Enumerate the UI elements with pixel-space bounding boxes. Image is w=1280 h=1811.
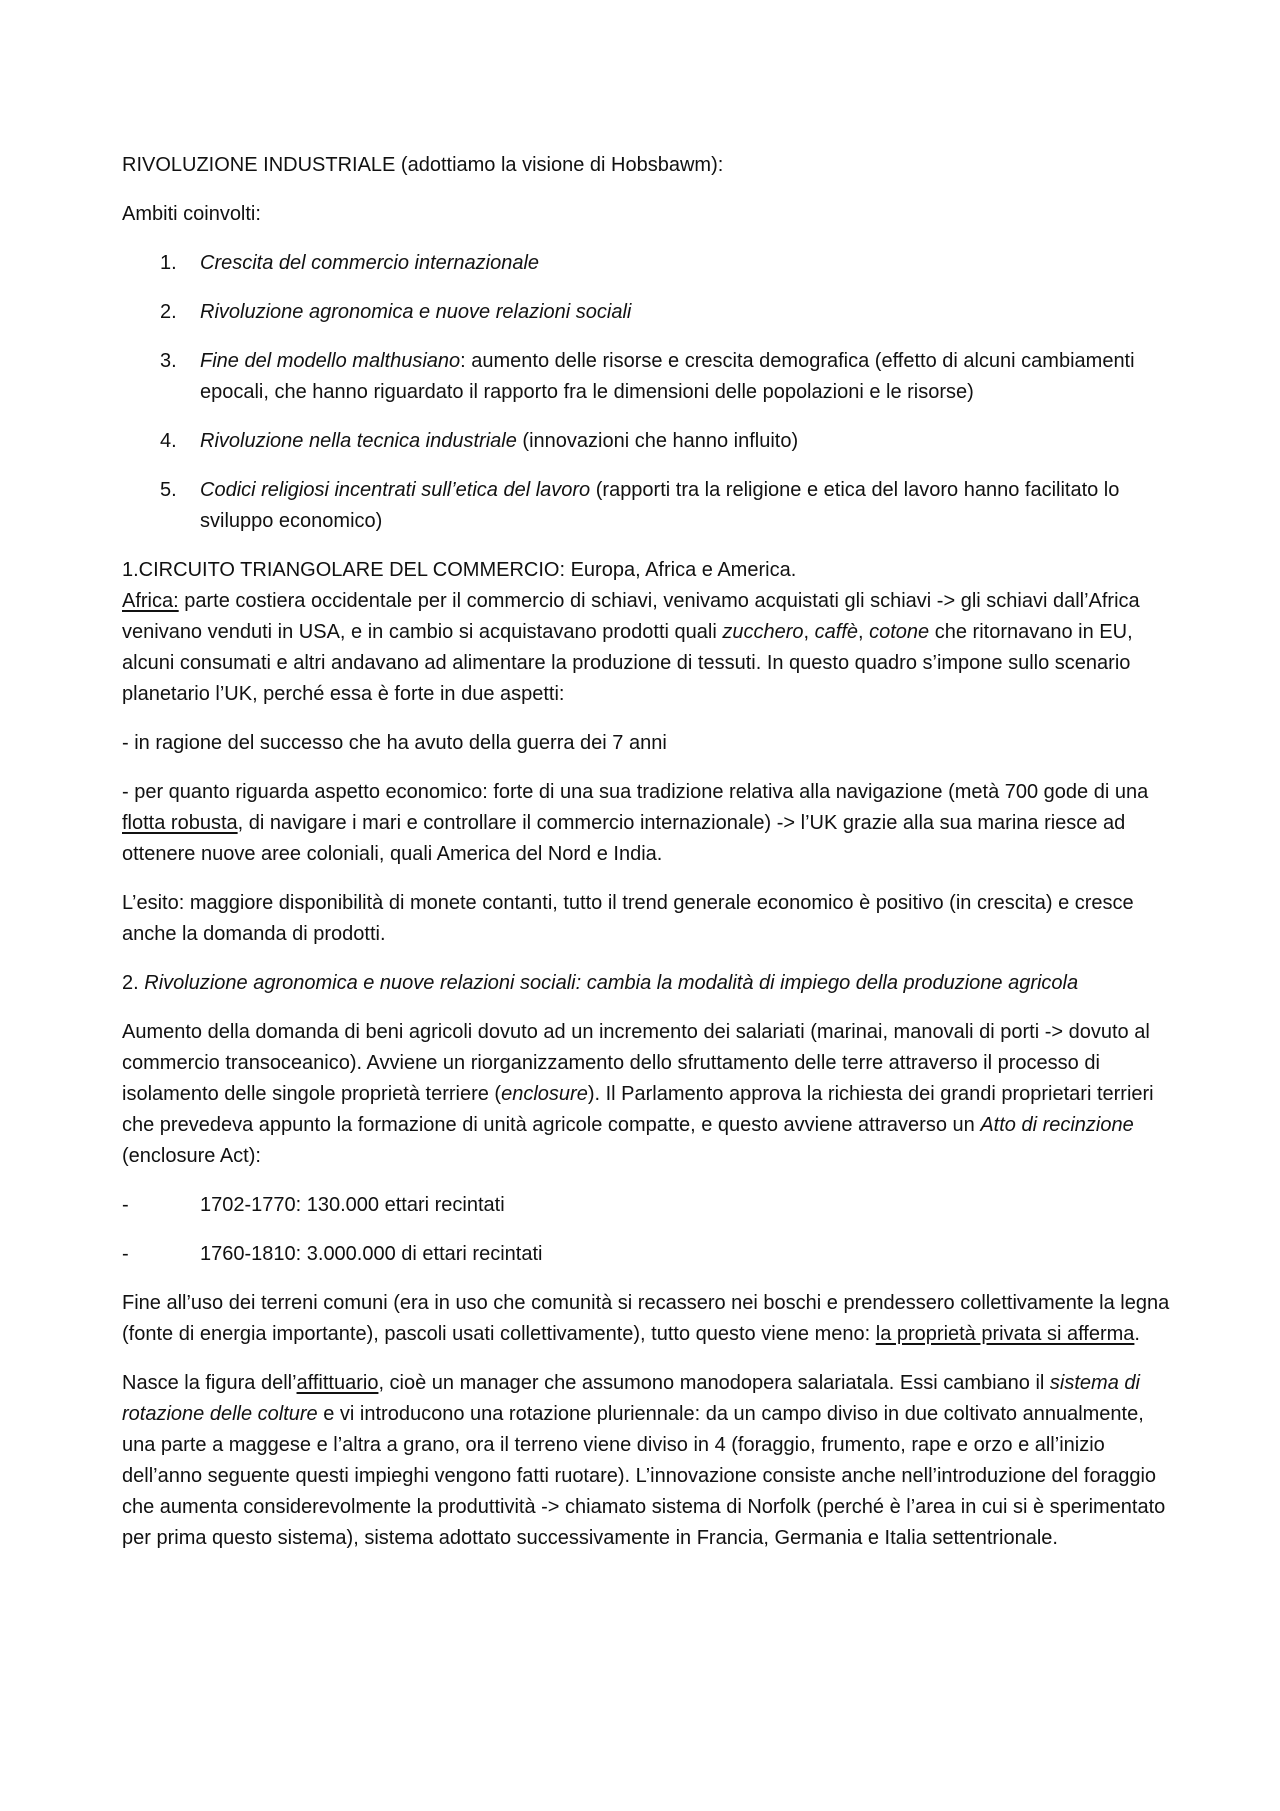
dash-bullet: - — [122, 1243, 129, 1265]
document-page — [122, 150, 1172, 1572]
areas-list — [122, 248, 1172, 537]
stat-line — [122, 1190, 1172, 1221]
point-war: - in ragione del successo che ha avuto della guerra dei 7 anni — [122, 732, 667, 754]
paragraph-text: che ritornavano in EU, alcuni consumati e altri andavano ad alimentare la produzione di tessuti. In questo quadro s’impone sullo scenario planetario l’UK, perché essa è forte in due aspetti: — [122, 621, 1133, 705]
paragraph-text: , cioè un manager che assumono manodopera salariatala. Essi cambiano il — [378, 1372, 1050, 1394]
paragraph-text: e vi introducono una rotazione pluriennale: da un campo diviso in due coltivato annualmente, una parte a maggese e l’altra a grano, ora il terreno viene diviso in 4 (foraggio, frumento, rape e orzo e all’inizio dell’anno seguente questi impieghi vengono fatti ruotare). L’innovazione consiste anche nell’introduzione del foraggio che aumenta considerevolmente la produttività -> chiamato sistema di Norfolk (perché è l’area in cui si è sperimentato per prima questo sistema), sistema adottato successivamente in Francia, Germania e Italia settentrionale. — [122, 1403, 1166, 1549]
list-item-title: Crescita del commercio internazionale — [200, 252, 540, 274]
proprieta-privata: la proprietà privata si afferma — [875, 1323, 1135, 1345]
africa-label: Africa: — [122, 590, 179, 612]
term-atto-di-recinzione: Atto di recinzione — [980, 1114, 1134, 1136]
list-number: 5. — [160, 479, 177, 501]
paragraph-text: ). Il Parlamento approva la richiesta dei grandi proprietari terrieri che prevedeva appunto la formazione di unità agricole compatte, e questo avviene attraverso un — [122, 1083, 1154, 1136]
section2-paragraph-1 — [122, 1017, 1172, 1172]
esito-paragraph: L’esito: maggiore disponibilità di monete contanti, tutto il trend generale economico è positivo (in crescita) e cresce anche la domanda di prodotti. — [122, 892, 1134, 945]
section2-paragraph-2 — [122, 1288, 1172, 1350]
term-enclosure: enclosure — [501, 1083, 588, 1105]
paragraph-text: Fine all’uso dei terreni comuni (era in uso che comunità si recassero nei boschi e prendessero collettivamente la legna (fonte di energia importante), pascoli usati collettivamente), tutto questo viene meno: — [122, 1292, 1170, 1345]
list-item — [122, 346, 1172, 408]
section1-heading: 1.CIRCUITO TRIANGOLARE DEL COMMERCIO: Europa, Africa e America. — [122, 559, 797, 581]
document-title: RIVOLUZIONE INDUSTRIALE (adottiamo la visione di Hobsbawm): — [122, 154, 724, 176]
good-zucchero: zucchero — [722, 621, 804, 643]
heading-number: 2. — [122, 972, 145, 994]
dash-bullet: - — [122, 1194, 129, 1216]
good-cotone: cotone — [869, 621, 930, 643]
list-item-text: : aumento delle risorse e crescita demografica (effetto di alcuni cambiamenti epocali, che hanno riguardato il rapporto fra le dimensioni delle popolazioni e le risorse) — [200, 350, 1135, 403]
stat-text: 1702-1770: 130.000 ettari recintati — [200, 1194, 505, 1216]
paragraph-text: . — [1134, 1323, 1140, 1345]
stat-text: 1760-1810: 3.000.000 di ettari recintati — [200, 1243, 543, 1265]
separator: , — [803, 621, 815, 643]
stat-line — [122, 1239, 1172, 1270]
heading-italic: Rivoluzione agronomica e nuove relazioni sociali — [144, 972, 576, 994]
list-item — [122, 297, 1172, 328]
list-number: 3. — [160, 350, 177, 372]
flotta-robusta: flotta robusta — [122, 812, 238, 834]
section2-paragraph-3 — [122, 1368, 1172, 1554]
term-affittuario: affittuario — [296, 1372, 379, 1394]
list-number: 1. — [160, 252, 177, 274]
list-item — [122, 248, 1172, 279]
list-item-text: (rapporti tra la religione e etica del lavoro hanno facilitato lo sviluppo economico) — [200, 479, 1120, 532]
list-item-title: Fine del modello malthusiano — [200, 350, 461, 372]
paragraph-text: , di navigare i mari e controllare il commercio internazionale) -> l’UK grazie alla sua marina riesce ad ottenere nuove aree coloniali, quali America del Nord e India. — [122, 812, 1126, 865]
point-economy — [122, 777, 1172, 870]
ambiti-heading: Ambiti coinvolti: — [122, 203, 261, 225]
list-number: 2. — [160, 301, 177, 323]
section2-heading — [122, 968, 1172, 999]
heading-rest: : cambia la modalità di impiego della produzione agricola — [575, 972, 1079, 994]
section1-africa-paragraph — [122, 586, 1172, 710]
paragraph-text: parte costiera occidentale per il commercio di schiavi, venivamo acquistati gli schiavi -> gli schiavi dall’Africa venivano venduti in USA, e in cambio si acquistavano prodotti quali — [122, 590, 1140, 643]
list-item-title: Rivoluzione nella tecnica industriale — [200, 430, 517, 452]
list-item-title: Rivoluzione agronomica e nuove relazioni sociali — [200, 301, 632, 323]
paragraph-text: Nasce la figura dell’ — [122, 1372, 297, 1394]
list-item — [122, 475, 1172, 537]
list-item — [122, 426, 1172, 457]
term-sistema-rotazione: sistema di rotazione delle colture — [122, 1372, 1140, 1425]
good-caffe: caffè — [814, 621, 858, 643]
paragraph-text: - per quanto riguarda aspetto economico: forte di una sua tradizione relativa alla navigazione (metà 700 gode di una — [122, 781, 1149, 803]
list-item-text: (innovazioni che hanno influito) — [516, 430, 799, 452]
paragraph-text: (enclosure Act): — [122, 1145, 261, 1167]
separator: , — [858, 621, 870, 643]
list-item-title: Codici religiosi incentrati sull’etica del lavoro — [200, 479, 591, 501]
list-number: 4. — [160, 430, 177, 452]
paragraph-text: Aumento della domanda di beni agricoli dovuto ad un incremento dei salariati (marinai, manovali di porti -> dovuto al commercio transoceanico). Avviene un riorganizzamento dello sfruttamento delle terre attraverso il processo di isolamento delle singole proprietà terriere ( — [122, 1021, 1150, 1105]
